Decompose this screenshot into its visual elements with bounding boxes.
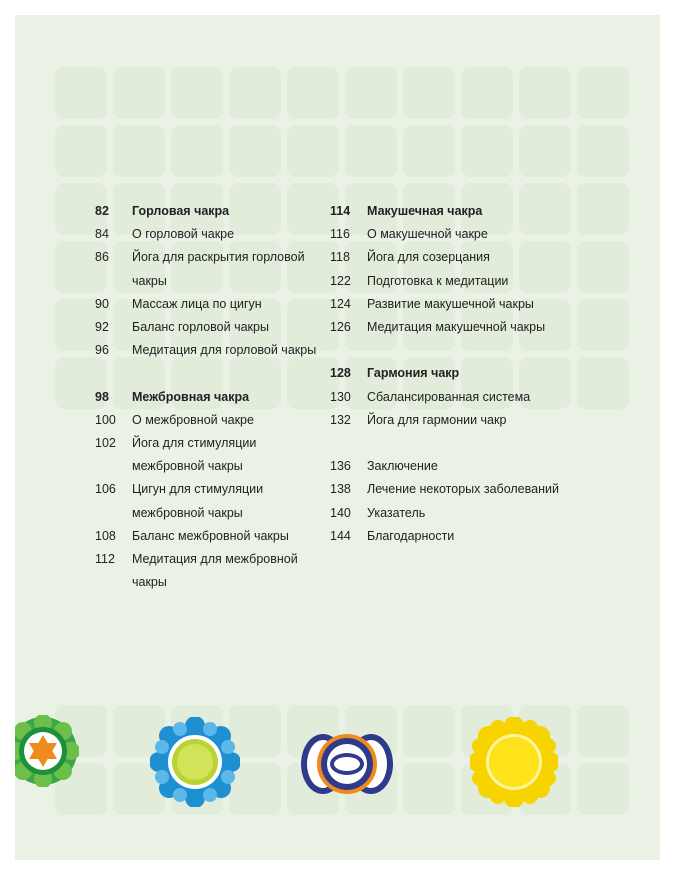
crown-chakra-icon	[470, 717, 558, 807]
background-tile	[519, 67, 571, 119]
background-tile	[577, 299, 629, 351]
background-tile	[461, 125, 513, 177]
background-tile	[113, 125, 165, 177]
background-tile	[287, 67, 339, 119]
toc-entry-title: Медитация для межбровной	[132, 552, 298, 566]
toc-entry-title: Сбалансированная система	[367, 389, 531, 404]
background-tile	[577, 125, 629, 177]
toc-page-number: 124	[330, 296, 351, 311]
toc-entry-title: Медитация макушечной чакры	[367, 320, 546, 334]
toc-entry-title: Горловая чакра	[132, 204, 230, 218]
toc-entry-title: чакры	[132, 273, 167, 288]
background-tile	[345, 125, 397, 177]
toc-page-number: 112	[95, 552, 115, 566]
throat-chakra-icon	[150, 717, 240, 807]
toc-page-number: 102	[95, 436, 116, 450]
background-tile	[171, 67, 223, 119]
toc-entry-title: О горловой чакре	[132, 227, 235, 242]
heart-chakra-icon	[15, 715, 79, 787]
toc-entry-title: Подготовка к медитации	[367, 273, 509, 288]
toc-page-number: 116	[330, 227, 350, 242]
toc-page-number: 96	[95, 343, 109, 358]
background-tile	[577, 763, 629, 815]
toc-page-number: 136	[330, 459, 351, 474]
toc-page-number: 144	[330, 528, 351, 543]
toc-entry-title: Указатель	[367, 505, 426, 520]
background-tile	[403, 67, 455, 119]
toc-entry-title: Медитация для горловой чакры	[132, 343, 317, 358]
background-tile	[171, 125, 223, 177]
toc-entry-title: Йога для стимуляции	[132, 436, 257, 450]
background-tile	[577, 241, 629, 293]
toc-page-number: 82	[95, 204, 109, 218]
background-tile	[229, 67, 281, 119]
toc-entry-title: межбровной чакры	[132, 459, 243, 474]
toc-entry-title: О макушечной чакре	[367, 227, 488, 242]
toc-entry-title: Межбровная чакра	[132, 389, 250, 404]
background-tile	[403, 125, 455, 177]
background-tile	[287, 125, 339, 177]
background-tile	[403, 763, 455, 815]
toc-page-number: 130	[330, 389, 351, 404]
background-tile	[113, 67, 165, 119]
toc-page-number: 132	[330, 412, 351, 427]
background-tile	[577, 705, 629, 757]
toc-page-number: 92	[95, 320, 109, 334]
third-eye-chakra-icon	[299, 725, 395, 803]
toc-entry-title: Лечение некоторых заболеваний	[367, 482, 559, 497]
background-tile	[345, 67, 397, 119]
toc-page-number: 114	[330, 204, 351, 218]
toc-entry-title: Йога для гармонии чакр	[367, 412, 507, 427]
toc-entry-title: чакры	[132, 575, 167, 590]
toc-entry-title: Заключение	[367, 459, 438, 474]
background-tile	[55, 67, 107, 119]
toc-page-number: 84	[95, 227, 109, 242]
book-contents-page	[15, 15, 660, 860]
toc-entry-title: О межбровной чакре	[132, 412, 254, 427]
background-tile	[403, 705, 455, 757]
background-tile	[577, 67, 629, 119]
toc-entry-title: Йога для раскрытия горловой	[132, 250, 305, 265]
background-tile	[577, 183, 629, 235]
toc-page-number: 138	[330, 482, 351, 497]
toc-page-number: 122	[330, 273, 351, 288]
background-tile	[577, 357, 629, 409]
toc-entry-title: Развитие макушечной чакры	[367, 296, 534, 311]
toc-page-number: 108	[95, 528, 116, 543]
toc-page-number: 90	[95, 296, 109, 311]
toc-entry-title: Йога для созерцания	[367, 250, 490, 265]
toc-entry-title: Массаж лица по цигун	[132, 296, 262, 311]
toc-page-number: 86	[95, 250, 109, 265]
background-tile	[229, 125, 281, 177]
toc-entry-title: Гармония чакр	[367, 366, 460, 381]
toc-page-number: 128	[330, 366, 351, 381]
toc-entry-title: Баланс межбровной чакры	[132, 528, 289, 543]
toc-page-number: 98	[95, 389, 109, 404]
toc-entry-title: Баланс горловой чакры	[132, 320, 269, 334]
toc-page-number: 126	[330, 320, 351, 334]
toc-page-number: 106	[95, 482, 116, 497]
toc-entry-title: Благодарности	[367, 528, 455, 543]
toc-page-number: 118	[330, 250, 350, 265]
toc-entry-title: межбровной чакры	[132, 505, 243, 520]
toc-entry-title: Макушечная чакра	[367, 204, 483, 218]
toc-entry-title: Цигун для стимуляции	[132, 482, 264, 497]
toc-page-number: 140	[330, 505, 351, 520]
background-tile	[461, 67, 513, 119]
background-tile	[55, 125, 107, 177]
toc-page-number: 100	[95, 412, 116, 427]
background-tile	[519, 125, 571, 177]
